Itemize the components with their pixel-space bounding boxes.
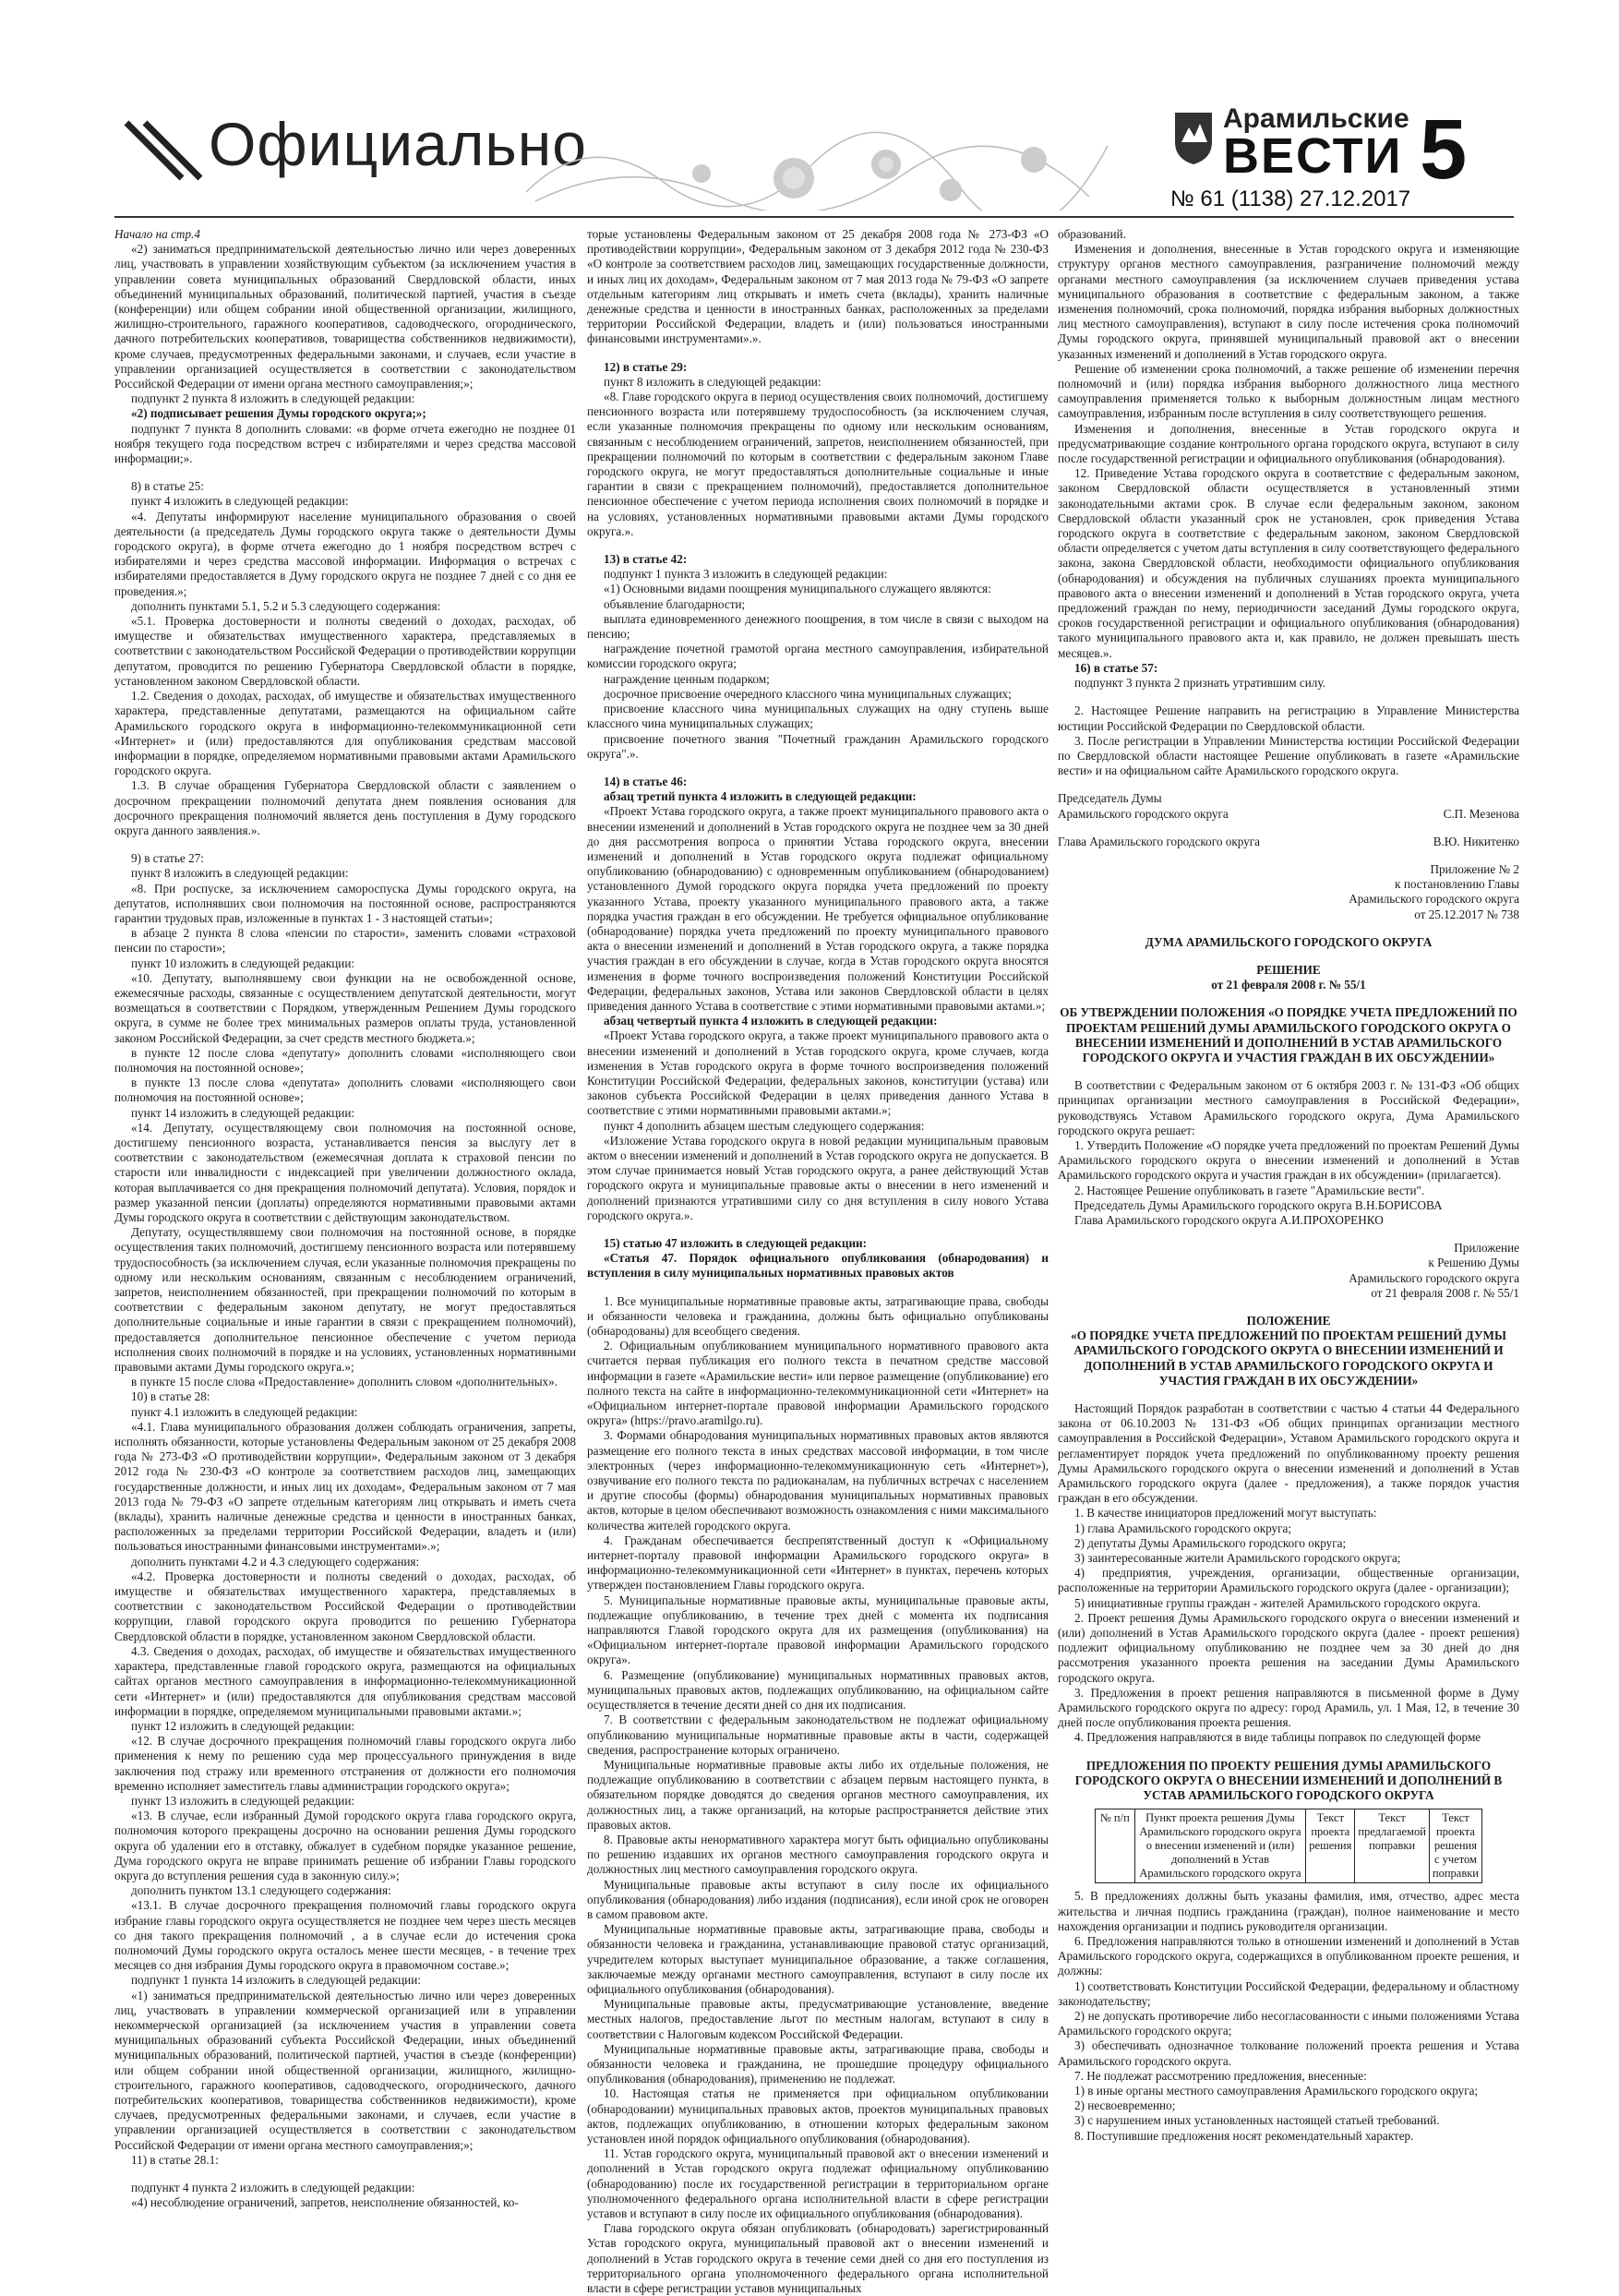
paragraph: пункт 4 изложить в следующей редакции: bbox=[131, 494, 349, 509]
proposals-title: ПРЕДЛОЖЕНИЯ ПО ПРОЕКТУ РЕШЕНИЯ ДУМЫ АРАМИЛЬСКОГО ГОРОДСКОГО ОКРУГА О ВНЕСЕНИИ ИЗМЕНЕНИЙ И ДОПОЛНЕНИЙ В УСТАВ АРАМИЛЬСКОГО ГОРОДСКОГО ОКРУГА bbox=[1074, 1758, 1503, 1803]
paragraph: награждение почетной грамотой органа местного самоуправления, избирательной комиссии городского округа; bbox=[587, 642, 1049, 671]
paragraph: 7. В соответствии с федеральным законодательством не подлежат официальному опубликованию муниципальные нормативные правовые акты в части, содержащей сведения, распространение которых ограничено. bbox=[587, 1713, 1049, 1757]
paragraph: 1. В качестве инициаторов предложений могут выступать: bbox=[1074, 1506, 1377, 1521]
paragraph: «4) несоблюдение ограничений, запретов, неисполнение обязанностей, ко- bbox=[131, 2195, 519, 2210]
paragraph: подпункт 2 пункта 8 изложить в следующей редакции: bbox=[131, 391, 415, 406]
paragraph: Изменения и дополнения, внесенные в Устав городского округа и изменяющие структуру органов местного самоуправления, разграничение полномочий между органами местного самоуправления (за исключением случаев приведения устава муниципального образования в соответствие с федеральным законом, а также изменения полномочий, срока полномочий, порядка избрания выборных должностных лиц местного самоуправления), вступают в силу после истечения срока полномочий Думы городского округа, принявшей муниципальный правовой акт о внесении указанных изменений и дополнений в Устав городского округа. bbox=[1058, 242, 1519, 361]
paragraph: объявление благодарности; bbox=[604, 596, 746, 611]
paragraph: 1) глава Арамильского городского округа; bbox=[1074, 1521, 1292, 1535]
paragraph: 16) в статье 57: bbox=[1074, 660, 1158, 675]
paragraph: 8) в статье 25: bbox=[131, 479, 204, 494]
decision-subject: ОБ УТВЕРЖДЕНИИ ПОЛОЖЕНИЯ «О ПОРЯДКЕ УЧЕТА ПРЕДЛОЖЕНИЙ ПО ПРОЕКТАМ РЕШЕНИЙ ДУМЫ АРАМИЛЬСКОГО ГОРОДСКОГО ОКРУГА О ВНЕСЕНИИ ИЗМЕНЕНИЙ И ДОПОЛНЕНИЙ В УСТАВ АРАМИЛЬСКОГО ГОРОДСКОГО ОКРУГА И УЧАСТИЯ ГРАЖДАН В ИХ ОБСУЖДЕНИИ» bbox=[1060, 1005, 1517, 1064]
paragraph: «1) Основными видами поощрения муниципального служащего являются: bbox=[604, 582, 991, 596]
paragraph: в пункте 15 после слова «Предоставление» дополнить словом «дополнительных». bbox=[131, 1375, 558, 1389]
paragraph: 12) в статье 29: bbox=[604, 359, 688, 374]
decoration-ornament bbox=[517, 109, 1117, 210]
appendix-line: от 25.12.2017 № 738 bbox=[1414, 907, 1519, 921]
paragraph: Председатель Думы Арамильского городского округа В.Н.БОРИСОВА bbox=[1074, 1197, 1443, 1212]
table-header-cell: Текст проекта решения с учетом поправки bbox=[1429, 1809, 1481, 1883]
paragraph: 6. Размещение (опубликование) муниципальных нормативных правовых актов, муниципальных правовых актов, подлежащих опубликованию, на официальном сайте осуществляется в течение десяти дней со дня их подписания. bbox=[587, 1667, 1049, 1713]
paragraph: 6. Предложения направляются только в отношении изменений и дополнений в Устав Арамильского городского округа, содержащихся в опубликованном проекте решения, и должны: bbox=[1058, 1933, 1519, 1978]
paragraph: 4. Гражданам обеспечивается беспрепятственный доступ к «Официальному интернет-порталу правовой информации Арамильского городского округа» в информационно-телекоммуникационной сети «Интернет» в пунктах, перечень которых утвержден постановлением Главы городского округа. bbox=[587, 1533, 1049, 1593]
paragraph: В соответствии с Федеральным законом от 6 октября 2003 г. № 131-ФЗ «Об общих принципах организации местного самоуправления в Российской Федерации», руководствуясь Уставом Арамильского городского округа, Дума Арамильского городского округа решает: bbox=[1058, 1078, 1519, 1137]
paragraph: 2) депутаты Думы Арамильского городского округа; bbox=[1074, 1535, 1347, 1550]
decision-date: от 21 февраля 2008 г. № 55/1 bbox=[1211, 978, 1366, 992]
signature-chair bbox=[1058, 791, 1519, 821]
paragraph: 2. Официальным опубликованием муниципального нормативного правового акта считается первая публикация его полного текста в печатном средстве массовой информации в газете «Арамильские вести» или первое размещение (опубликование) его полного текста на сайте в информационно-телекоммуникационной сети «Интернет» на «Официальном интернет-портале правовой информации Арамильского городского округа» (https://pravo.aramilgo.ru). bbox=[587, 1339, 1049, 1428]
proposals-table bbox=[1095, 1809, 1482, 1883]
paragraph: пункт 4 дополнить абзацем шестым следующего содержания: bbox=[604, 1118, 925, 1133]
table-header-cell: Пункт проекта решения Думы Арамильского городского округа о внесении изменений и (или) дополнений в Устав Арамильского городского округа bbox=[1134, 1809, 1306, 1883]
paragraph: подпункт 7 пункта 8 дополнить словами: «в форме отчета ежегодно не позднее 01 ноября текущего года посредством встреч с избирателями и через средства массовой информации;». bbox=[114, 421, 576, 466]
paragraph: абзац третий пункта 4 изложить в следующей редакции: bbox=[604, 789, 917, 804]
paragraph: подпункт 3 пункта 2 признать утратившим силу. bbox=[1074, 676, 1325, 691]
paragraph: пункт 13 изложить в следующей редакции: bbox=[131, 1793, 355, 1808]
paragraph: в пункте 13 после слова «депутата» дополнить словами «исполняющего свои полномочия на постоянной основе»; bbox=[114, 1076, 576, 1105]
signature-org: Арамильского городского округа bbox=[1058, 806, 1229, 821]
paragraph: 10. Настоящая статья не применяется при официальном опубликовании (обнародовании) муниципальных правовых актов, проектов муниципальных правовых актов, подлежащих опубликованию, в отношении которых федеральным законом установлен иной порядок официального опубликования (обнародования). bbox=[587, 2086, 1049, 2146]
column-2 bbox=[587, 227, 1049, 2296]
paragraph: «13. В случае, если избранный Думой городского округа глава городского округа, полномочия которого прекращены досрочно на основании решения Думы городского округа об удалении его в отставку, обжалует в судебном порядке указанное решение, Дума городского округа не вправе принимать решение об избрании Главы городского округа до вступления решения суда в законную силу.»; bbox=[114, 1809, 576, 1882]
paragraph: в пункте 12 после слова «депутату» дополнить словами «исполняющего свои полномочия на постоянной основе»; bbox=[114, 1045, 576, 1075]
paragraph: 1.2. Сведения о доходах, расходах, об имуществе и обязательствах имущественного характера, представленные депутатами, размещаются на официальном сайте Арамильского городского округа в информационно-телекоммуникационной сети «Интернет» и (или) предоставляются для опубликования средствам массовой информации в порядке, определяемом нормативными правовыми актами Арамильского городского округа. bbox=[114, 689, 576, 778]
paragraph: досрочное присвоение очередного классного чина муниципальных служащих; bbox=[604, 686, 1012, 701]
signature-role: Председатель Думы bbox=[1058, 791, 1162, 806]
paragraph: в абзаце 2 пункта 8 слова «пенсии по старости», заменить словами «страховой пенсии по старости»; bbox=[114, 926, 576, 956]
issue-info: № 61 (1138) 27.12.2017 bbox=[1170, 186, 1411, 211]
paragraph: 3. После регистрации в Управлении Министерства юстиции Российской Федерации по Свердловской области настоящее Решение опубликовать в газете «Арамильские вести» и на официальном сайте Арамильского городского округа. bbox=[1058, 733, 1519, 778]
paragraph: 1. Все муниципальные нормативные правовые акты, затрагивающие права, свободы и обязанности человека и гражданина, должны быть официально опубликованы (обнародованы) для всеобщего сведения. bbox=[587, 1293, 1049, 1339]
paragraph: «5.1. Проверка достоверности и полноты сведений о доходах, расходах, об имуществе и обязательствах имущественного характера, представляемых в соответствии с законодательством Российской Федерации о противодействии коррупции депутатом, проводится по решению Губернатора Свердловской области в порядке, установленном законом Свердловской области. bbox=[114, 614, 576, 688]
paragraph: «2) подписывает решения Думы городского округа;»; bbox=[131, 406, 426, 421]
paragraph: Глава Арамильского городского округа А.И.ПРОХОРЕНКО bbox=[1074, 1212, 1384, 1227]
paragraph: «10. Депутату, выполнявшему свои функции на не освобожденной основе, ежемесячные расходы, связанные с осуществлением депутатской деятельности, могут возмещаться в соответствии с Порядком, утвержденным Решением Думы городского округа, в сумме не более трех минимальных размеров оплаты труда, установленной законом Российской Федерации, за счет средств местного бюджета.»; bbox=[114, 970, 576, 1045]
brand-name-top: Арамильские bbox=[1223, 103, 1409, 134]
regulation-subtitle: «О ПОРЯДКЕ УЧЕТА ПРЕДЛОЖЕНИЙ ПО ПРОЕКТАМ РЕШЕНИЙ ДУМЫ АРАМИЛЬСКОГО ГОРОДСКОГО ОКРУГА О ВНЕСЕНИИ ИЗМЕНЕНИЙ И ДОПОЛНЕНИЙ В УСТАВ АРАМИЛЬСКОГО ГОРОДСКОГО ОКРУГА И УЧАСТИЯ ГРАЖДАН В ИХ ОБСУЖДЕНИИ» bbox=[1071, 1328, 1506, 1388]
paragraph: 7. Не подлежат рассмотрению предложения, внесенные: bbox=[1074, 2068, 1367, 2083]
signature-name: В.Ю. Никитенко bbox=[1433, 834, 1519, 848]
brand-name-main: ВЕСТИ bbox=[1223, 128, 1403, 184]
newspaper-header bbox=[0, 0, 1619, 222]
paragraph: 4. Предложения направляются в виде таблицы поправок по следующей форме bbox=[1074, 1730, 1481, 1745]
paragraph: «4.1. Глава муниципального образования должен соблюдать ограничения, запреты, исполнять обязанности, которые установлены Федеральным законом от 25 декабря 2008 года № 273-ФЗ «О противодействии коррупции», Федеральным законом от 3 декабря 2012 года № 230-ФЗ «О контроле за соответствием расходов лиц, замещающих государственные должности, и иных лиц их доходам», Федеральным законом от 7 мая 2013 года № 79-ФЗ «О запрете отдельным категориям лиц открывать и иметь счета (вклады), хранить наличные денежные средства и ценности в иностранных банках, расположенных за пределами территории Российской Федерации, владеть и (или) пользоваться иностранными финансовыми инструментами».»; bbox=[114, 1419, 576, 1554]
duma-title: ДУМА АРАМИЛЬСКОГО ГОРОДСКОГО ОКРУГА bbox=[1145, 934, 1433, 949]
paragraph: Решение об изменении срока полномочий, а также решение об изменении перечня полномочий и (или) порядка избрания выборного должностного лица местного самоуправления применяется только к выборным должностным лицам местного самоуправления, избранным после вступления в силу соответствующего решения. bbox=[1058, 361, 1519, 421]
continued-note: Начало на стр.4 bbox=[114, 227, 200, 241]
table-header-cell: Текст предлагаемой поправки bbox=[1355, 1809, 1430, 1883]
paragraph: подпункт 1 пункта 3 изложить в следующей редакции: bbox=[604, 567, 888, 582]
paragraph: пункт 10 изложить в следующей редакции: bbox=[131, 956, 355, 970]
paragraph: дополнить пунктами 5.1, 5.2 и 5.3 следующего содержания: bbox=[131, 598, 441, 613]
paragraph: 13) в статье 42: bbox=[604, 552, 688, 567]
paragraph: «13.1. В случае досрочного прекращения полномочий главы городского округа избрание главы городского округа осуществляется не позднее чем через шесть месяцев со дня такого прекращения полномочий , а в случае если до истечения срока полномочий Думы городского округа осталось менее шести месяцев, - в течение трех месяцев со дня избрания Думы городского округа в правомочном составе.»; bbox=[114, 1898, 576, 1973]
paragraph: 8. Правовые акты ненормативного характера могут быть официально опубликованы по решению издавших их органов местного самоуправления городского округа и должностных лиц местного самоуправления городского округа. bbox=[587, 1832, 1049, 1877]
paragraph: 12. Приведение Устава городского округа в соответствие с федеральным законом, законом Свердловской области осуществляется в установленный этими законодательными актами срок. В случае если федеральным законом, законом Свердловской области указанный срок не установлен, срок приведения Устава городского округа в соответствие с федеральным законом, законом Свердловской области определяется с учетом даты вступления в силу соответствующего федерального закона, закона Свердловской области, необходимости официального опубликования (обнародования) и обсуждения на публичных слушаниях проекта муниципального правового акта о внесении изменений и дополнений в Устав городского округа, учета предложений граждан по нему, периодичности заседаний Думы городского округа, сроков государственной регистрации и официального опубликования (обнародования) такого муниципального правового акта и, как правило, не должен превышать шесть месяцев.». bbox=[1058, 466, 1519, 660]
paragraph: Муниципальные нормативные правовые акты либо их отдельные положения, не подлежащие опубликованию в соответствии с абзацем первым настоящего пункта, в обязательном порядке доводятся до сведения органов местного самоуправления, их должностных лиц, а также организаций, на которые распространяется действие этих правовых актов. bbox=[587, 1757, 1049, 1832]
paragraph: подпункт 1 пункта 14 изложить в следующей редакции: bbox=[131, 1973, 421, 1988]
paragraph: «1) заниматься предпринимательской деятельностью лично или через доверенных лиц, участвовать в управлении коммерческой организацией или в управлении некоммерческой организацией (за исключением участия в управлении совета муниципальных образований субъекта Российской Федерации, иных объединений муниципальных образований, политической партией, участия в съезде (конференции) или общем собрании иной общественной организации, жилищного, жилищно-строительного, гаражного кооперативов, садоводческого, огороднического, дачного потребительских кооперативов, товарищества собственников недвижимости), кроме случаев, предусмотренных федеральными законами, и случаев, если участие в управлении организацией осуществляется в соответствии с законодательством Российской Федерации от имени органа местного самоуправления;»; bbox=[114, 1988, 576, 2152]
paragraph: «Проект Устава городского округа, а также проект муниципального правового акта о внесении изменений и дополнений в Устав городского округа, кроме случаев, когда изменения в Устав городского округа в форме точного воспроизведения положений Конституции Российской Федерации, федеральных законов, конституции (устава) или законов субъекта Российской Федерации в целях приведения данного Устава в соответствие с этими нормативными правовыми актами.»; bbox=[587, 1028, 1049, 1118]
paragraph: 11. Устав городского округа, муниципальный правовой акт о внесении изменений и дополнений в Устав городского округа подлежат официальному опубликованию (обнародованию) после их государственной регистрации в территориальном органе уполномоченного федерального органа исполнительной власти в сфере регистрации уставов и вступают в силу после их официального опубликования (обнародования). bbox=[587, 2146, 1049, 2220]
paragraph: 10) в статье 28: bbox=[131, 1389, 210, 1404]
paragraph: 15) статью 47 изложить в следующей редакции: bbox=[604, 1236, 868, 1250]
paragraph: Муниципальные нормативные правовые акты, затрагивающие права, свободы и обязанности человека и гражданина, не прошедшие процедуру официального опубликования (обнародования), применению не подлежат. bbox=[587, 2041, 1049, 2086]
appendix-line: Арамильского городского округа bbox=[1349, 892, 1519, 907]
paragraph: присвоение классного чина муниципальных служащих на одну ступень выше классного чина муниципальных служащих; bbox=[587, 702, 1049, 731]
paragraph: 4.3. Сведения о доходах, расходах, об имуществе и обязательствах имущественного характера, представленные главой городского округа, размещаются на официальных сайтах органов местного самоуправления в информационно-телекоммуникационной сети «Интернет» и (или) предоставляются для опубликования средствам массовой информации в порядке, определяемом муниципальными правовыми актами.»; bbox=[114, 1643, 576, 1718]
column-3 bbox=[1058, 227, 1519, 2144]
paragraph: 11) в статье 28.1: bbox=[131, 2152, 219, 2167]
paragraph: 3) с нарушением иных установленных настоящей статьей требований. bbox=[1074, 2113, 1440, 2128]
paragraph: Глава городского округа обязан опубликовать (обнародовать) зарегистрированный Устав городского округа, муниципальный правовой акт о внесении изменений и дополнений в Устав городского округа в течение семи дней со дня его поступления из территориального органа уполномоченного федерального органа исполнительной власти в сфере регистрации уставов муниципальных bbox=[587, 2221, 1049, 2296]
paragraph: Муниципальные нормативные правовые акты, затрагивающие права, свободы и обязанности человека и гражданина, устанавливающие правовой статус организаций, учредителем которых выступает муниципальное образование, а также соглашения, заключаемые между органами местного самоуправления, вступают в силу после их официального опубликования (обнародования). bbox=[587, 1922, 1049, 1996]
paragraph: «4.2. Проверка достоверности и полноты сведений о доходах, расходах, об имуществе и обязательствах имущественного характера, представляемых в соответствии с законодательством Российской Федерации о противодействии коррупции, главой городского округа проводится по решению Губернатора Свердловской области в порядке, установленном законом Свердловской области. bbox=[114, 1569, 576, 1643]
paragraph: 1) в иные органы местного самоуправления Арамильского городского округа; bbox=[1074, 2083, 1479, 2098]
appendix-line: Приложение bbox=[1454, 1241, 1519, 1256]
paragraph: 2) несвоевременно; bbox=[1074, 2098, 1176, 2113]
paragraph: образований. bbox=[1058, 227, 1126, 241]
paragraph: «12. В случае досрочного прекращения полномочий главы городского округа либо применения к нему по решению суда мер процессуального принуждения в виде заключения под стражу или временного отстранения от должности его полномочия временно исполняет заместитель главы администрации городского округа»; bbox=[114, 1734, 576, 1793]
paragraph: 2. Настоящее Решение направить на регистрацию в Управление Министерства юстиции Российской Федерации по Свердловской области. bbox=[1058, 703, 1519, 733]
paragraph: дополнить пунктом 13.1 следующего содержания: bbox=[131, 1883, 391, 1898]
table-header-row bbox=[1096, 1809, 1482, 1883]
crest-icon bbox=[1170, 105, 1217, 166]
paragraph: пункт 14 изложить в следующей редакции: bbox=[131, 1105, 355, 1120]
paragraph: Муниципальные правовые акты вступают в силу после их официального опубликования (обнародования) либо издания (подписания), если иной срок не оговорен в самом правовом акте. bbox=[587, 1877, 1049, 1921]
appendix-line: от 21 февраля 2008 г. № 55/1 bbox=[1371, 1285, 1519, 1300]
paragraph: «Статья 47. Порядок официального опубликования (обнародования) и вступления в силу муниципальных нормативных правовых актов bbox=[587, 1251, 1049, 1280]
paragraph: 3. Предложения в проект решения направляются в письменной форме в Думу Арамильского городского округа по адресу: город Арамиль, ул. 1 Мая, 12, в течение 30 дней после опубликования проекта решения. bbox=[1058, 1685, 1519, 1730]
table-header-cell: № п/п bbox=[1096, 1809, 1135, 1883]
paragraph: 14) в статье 46: bbox=[604, 774, 688, 788]
paragraph: 2. Настоящее Решение опубликовать в газете "Арамильские вести". bbox=[1074, 1183, 1425, 1197]
paragraph: 1) соответствовать Конституции Российской Федерации, федеральному и областному законодательству; bbox=[1058, 1978, 1519, 2008]
appendix-line: к Решению Думы bbox=[1428, 1256, 1519, 1270]
signature-role: Глава Арамильского городского округа bbox=[1058, 834, 1261, 848]
paragraph: Изменения и дополнения, внесенные в Устав городского округа и предусматривающие создание контрольного органа городского округа, вступают в силу после государственной регистрации и официального опубликования (обнародования). bbox=[1058, 421, 1519, 466]
paragraph: 2. Проект решения Думы Арамильского городского округа о внесении изменений и (или) дополнений в Устав Арамильского городского округа (далее - проект решения) подлежит официальному опубликованию не позднее чем за 30 дней до дня рассмотрения указанного проекта решения на заседании Думы Арамильского городского округа. bbox=[1058, 1610, 1519, 1685]
paragraph: «14. Депутату, осуществляющему свои полномочия на постоянной основе, достигшему пенсионного возраста, устанавливается пенсия за выслугу лет в соответствии с законодательством (ежемесячная доплата к страховой пенсии по старости или инвалидности с индексацией при увеличении должностного оклада, которая выплачивается со дня прекращения полномочий депутата). Условия, порядок и размер указанной пенсии (доплаты) определяются нормативными правовыми актами Думы городского округа в соответствии с действующим законодательством. bbox=[114, 1120, 576, 1224]
double-slash-icon bbox=[122, 118, 205, 183]
paragraph: торые установлены Федеральным законом от 25 декабря 2008 года № 273-ФЗ «О противодействии коррупции», Федеральным законом от 3 декабря 2012 года № 230-ФЗ «О контроле за соответствием расходов лиц, замещающих государственные должности, и иных лиц их доходам», Федеральным законом от 7 мая 2013 года № 79-ФЗ «О запрете отдельным категориям лиц открывать и иметь счета (вклады), хранить наличные денежные средства и ценности в иностранных банках, расположенных за пределами территории Российской Федерации, владеть и (или) пользоваться иностранными финансовыми инструментами».». bbox=[587, 227, 1049, 346]
paragraph: 5) инициативные группы граждан - жителей Арамильского городского округа. bbox=[1074, 1595, 1481, 1610]
paragraph: «Проект Устава городского округа, а также проект муниципального правового акта о внесении изменений и дополнений в Устав городского округа не позднее чем за 30 дней до дня рассмотрения вопроса о принятии Устава городского округа, внесении изменений и дополнений в Устав городского округа подлежат официальному опубликованию (обнародованию) с одновременным опубликованием (обнародованием) установленного Думой городского округа порядка учета предложений по проекту указанного Устава, проекту указанного муниципального правового акта, а также порядка участия граждан в его обсуждении. Не требуется официальное опубликование (обнародование) порядка учета предложений по проекту муниципального правового акта о внесении изменений и дополнений в Устав городского округа, а также порядка участия граждан в его обсуждении в случае, когда в Устав городского округа вносятся изменения в форме точного воспроизведения положений Конституции Российской Федерации, федеральных законов, Устава или законов Свердловской области в целях приведения данного Устава в соответствие с этими нормативными правовыми актами.»; bbox=[587, 804, 1049, 1013]
paragraph: пункт 8 изложить в следующей редакции: bbox=[604, 374, 821, 389]
paragraph: Муниципальные правовые акты, предусматривающие установление, введение местных налогов, предоставление льгот по местным налогам, вступают в силу в соответствии с Налоговым кодексом Российской Федерации. bbox=[587, 1997, 1049, 2041]
paragraph: 5. Муниципальные нормативные правовые акты, муниципальные правовые акты, подлежащие опубликованию, в течение трех дней с момента их подписания направляются Главой городского округа для их размещения (опубликования) на «Официальном интернет-портале правовой информации Арамильского городского округа». bbox=[587, 1593, 1049, 1667]
section-title: Официально bbox=[209, 110, 587, 178]
header-rule bbox=[114, 216, 1514, 218]
paragraph: «Изложение Устава городского округа в новой редакции муниципальным правовым актом о внесении изменений и дополнений в Устав городского округа не допускается. В этом случае принимается новый Устав городского округа, а ранее действующий Устав городского округа и муниципальные правовые акты о внесении в него изменений и дополнений признаются утратившими силу со дня вступления в силу нового Устава городского округа.». bbox=[587, 1133, 1049, 1222]
paragraph: 9) в статье 27: bbox=[131, 851, 204, 866]
paragraph: пункт 4.1 изложить в следующей редакции: bbox=[131, 1404, 358, 1419]
regulation-title: ПОЛОЖЕНИЕ bbox=[1246, 1314, 1331, 1328]
paragraph: «4. Депутаты информируют население муниципального образования о своей деятельности (а председатель Думы городского округа также о деятельности Думы городского округа), в форме отчета ежегодно до 1 ноября посредством встреч с избирателями и через средства массовой информации. Информация о встречах с избирателями предоставляется в Думу городского округа не позднее 7 дней с со дня ее проведения.»; bbox=[114, 509, 576, 598]
paragraph: 4) предприятия, учреждения, организации, общественные организации, расположенные на территории Арамильского городского округа (далее - организации); bbox=[1058, 1566, 1519, 1595]
paragraph: пункт 12 изложить в следующей редакции: bbox=[131, 1718, 355, 1733]
column-1 bbox=[114, 227, 576, 2210]
paragraph: абзац четвертый пункта 4 изложить в следующей редакции: bbox=[604, 1014, 938, 1028]
appendix-line: Арамильского городского округа bbox=[1349, 1270, 1519, 1285]
appendix-line: Приложение № 2 bbox=[1430, 861, 1519, 876]
paragraph: подпункт 4 пункта 2 изложить в следующей редакции: bbox=[131, 2181, 415, 2194]
paragraph: 2) не допускать противоречие либо несогласованности с иными положениями Устава Арамильского городского округа; bbox=[1058, 2008, 1519, 2038]
paragraph: награждение ценным подарком; bbox=[604, 671, 770, 686]
paragraph: 8. Поступившие предложения носят рекомендательный характер. bbox=[1074, 2128, 1414, 2143]
paragraph: 3) обеспечивать однозначное толкование положений проекта решения и Устава Арамильского городского округа. bbox=[1058, 2038, 1519, 2068]
paragraph: 3) заинтересованные жители Арамильского городского округа; bbox=[1074, 1551, 1401, 1566]
paragraph: дополнить пунктами 4.2 и 4.3 следующего содержания: bbox=[131, 1554, 420, 1569]
paragraph: присвоение почетного звания "Почетный гражданин Арамильского городского округа".». bbox=[587, 731, 1049, 761]
paragraph: выплата единовременного денежного поощрения, в том числе в связи с выходом на пенсию; bbox=[587, 611, 1049, 642]
paragraph: 1.3. В случае обращения Губернатора Свердловской области с заявлением о досрочном прекращении полномочий депутата днем появления основания для досрочного прекращения полномочий является день поступления в Думу городского округа данного заявления.». bbox=[114, 778, 576, 837]
paragraph: пункт 8 изложить в следующей редакции: bbox=[131, 866, 349, 881]
signature-head bbox=[1058, 835, 1519, 849]
appendix-line: к постановлению Главы bbox=[1395, 877, 1519, 892]
paragraph: «8. Главе городского округа в период осуществления своих полномочий, достигшему пенсионного возраста или потерявшему трудоспособность (за исключением случая, если указанные полномочия прекращены по одному или нескольким основаниям, связанным с несоблюдением ограничений, запретов, неисполнением обязанностей, при прекращении полномочий по которым в соответствии с федеральным законом Главе городского округа, не могут предоставляться дополнительные социальные и иные гарантии в связи с прекращением полномочий), предоставляется дополнительное пенсионное обеспечение с учетом периода исполнения своих полномочий в порядке и на условиях, установленных нормативными правовыми актами Думы городского округа.». bbox=[587, 390, 1049, 538]
table-header-cell: Текст проекта решения bbox=[1306, 1809, 1355, 1883]
signature-name: С.П. Мезенова bbox=[1443, 806, 1519, 821]
paragraph: Депутату, осуществлявшему свои полномочия на постоянной основе, в порядке осуществления таких полномочий, достигшему пенсионного возраста или потерявшему трудоспособность (за исключением случая, если указанные полномочия прекращены по одному или нескольким основаниям, связанным с несоблюдением ограничений, запретов, неисполнением обязанностей, при прекращении полномочий по которым в соответствии с федеральным законом депутату, не могут предоставляться дополнительные социальные и иные гарантии в связи с прекращением полномочий), предоставляется дополнительное пенсионное обеспечение с учетом периода исполнения своих полномочий в порядке и на условиях, установленных нормативными правовыми актами Думы городского округа.»; bbox=[114, 1225, 576, 1375]
paragraph: «8. При роспуске, за исключением самороспуска Думы городского округа, на депутатов, исполнявших свои полномочия на постоянной основе, распространяются гарантии трудовых прав, изложенные в пунктах 1 - 3 настоящей статьи»; bbox=[114, 881, 576, 925]
paragraph: 3. Формами обнародования муниципальных нормативных правовых актов являются размещение его полного текста в иных средствах массовой информации, в том числе электронных (через информационно-телекоммуникационную сеть «Интернет»), озвучивание его полного текста по радиоканалам, на публичных встречах с населением и другие способы (формы) обнародования муниципальных нормативных правовых актов, которые в целом обеспечивают возможность ознакомления с ними максимального количества жителей городского округа. bbox=[587, 1428, 1049, 1533]
paragraph: 5. В предложениях должны быть указаны фамилия, имя, отчество, адрес места жительства и личная подпись гражданина (граждан), полное наименование и место нахождения организации и подпись руководителя организации. bbox=[1058, 1889, 1519, 1933]
paragraph: Настоящий Порядок разработан в соответствии с частью 4 статьи 44 Федерального закона от 06.10.2003 № 131-ФЗ «Об общих принципах организации местного самоуправления в Российской Федерации», Уставом Арамильского городского округа и регламентирует порядок учета предложений по опубликованному проекту решения Думы Арамильского городского округа о внесении изменений и дополнений в Устав Арамильского городского округа (далее - предложения), а также порядок участия граждан в его обсуждении. bbox=[1058, 1401, 1519, 1506]
paragraph: 1. Утвердить Положение «О порядке учета предложений по проектам Решений Думы Арамильского городского округа о внесении изменений и дополнений в Устав Арамильского городского округа и участия граждан в их обсуждении» (прилагается). bbox=[1058, 1137, 1519, 1183]
decision-title: РЕШЕНИЕ bbox=[1256, 962, 1321, 977]
page-number: 5 bbox=[1420, 102, 1468, 197]
paragraph: «2) заниматься предпринимательской деятельностью лично или через доверенных лиц, участвовать в управлении хозяйствующим субъектом (за исключением участия в управлении совета муниципальных образований Свердловской области, иных объединений муниципальных образований, политической партией, участия в съезде (конференции) или общем собрании иной общественной организации, жилищного, жилищно-строительного, гаражного кооперативов, садоводческого, огороднического, дачного потребительских кооперативов, товарищества собственников недвижимости), кроме случаев, предусмотренных федеральными законами, и случаев, если участие в управлении организацией осуществляется в соответствии с законодательством Российской Федерации от имени органа местного самоуправления;»; bbox=[114, 242, 576, 391]
